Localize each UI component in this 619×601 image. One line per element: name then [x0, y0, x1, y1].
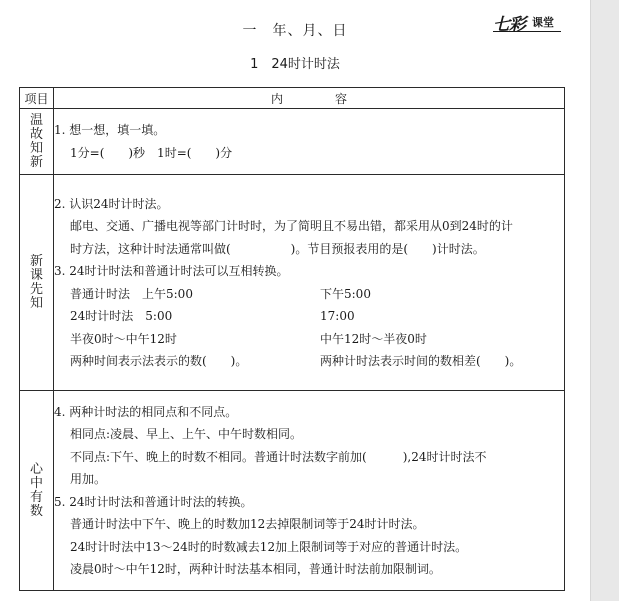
text-line: 普通计时法中下午、晚上的时数加12去掉限制词等于24时计时法。 — [70, 517, 425, 531]
table-row — [20, 109, 565, 175]
text-line: 1分=( )秒 1时=( )分 — [70, 145, 233, 160]
text-line: 3. 24时计时法和普通计时法可以互相转换。 — [54, 264, 289, 278]
row-label-preview: 新 课 先 知 — [20, 175, 54, 391]
text-line: 凌晨0时～中午12时，两种计时法基本相同，普通计时法前加限制词。 — [70, 562, 441, 576]
text-line: 邮电、交通、广播电视等部门计时时，为了简明且不易出错，都采用从0到24时的计 — [70, 219, 513, 233]
row-label-summary: 心 中 有 数 — [20, 391, 54, 591]
text-line: 不同点:下午、晚上的时数不相同。普通计时法数字前加( ),24时计时法不 — [70, 449, 487, 464]
table-row — [20, 391, 565, 591]
header-content: 内 容 — [54, 88, 565, 109]
text-line: 用加。 — [70, 472, 107, 486]
viewer-scroll-gutter[interactable] — [590, 0, 619, 601]
row-content-review — [54, 109, 565, 175]
text-line: 2. 认识24时计时法。 — [54, 196, 169, 211]
comparison-row: 普通计时法 上午5:00 下午5:00 — [70, 286, 371, 301]
lesson-table — [19, 87, 565, 591]
text-line: 相同点:凌晨、早上、上午、中午时数相同。 — [70, 427, 303, 441]
text-line: 4. 两种计时法的相同点和不同点。 — [54, 404, 238, 419]
lesson-title: 1 24时计时法 — [250, 57, 340, 72]
text-line: 24时计时法中13～24时的时数减去12加上限制词等于对应的普通计时法。 — [70, 539, 468, 554]
header-item: 项目 — [20, 88, 54, 109]
text-line: 时方法，这种计时法通常叫做( )。节目预报表用的是( )计时法。 — [70, 241, 485, 256]
brand-script: 七彩 — [493, 15, 525, 35]
row-label-review: 温 故 知 新 — [20, 109, 54, 175]
unit-title: 一 年、月、日 — [242, 23, 348, 39]
comparison-row: 两种时间表示法表示的数( )。 两种计时法表示时间的数相差( )。 — [70, 354, 522, 368]
table-header — [20, 88, 565, 109]
comparison-row: 24时计时法 5:00 17:00 — [70, 309, 355, 323]
row-content-preview — [54, 175, 565, 391]
comparison-row: 半夜0时～中午12时 中午12时～半夜0时 — [70, 331, 427, 346]
brand-name: 课堂 — [532, 16, 554, 29]
text-line: 5. 24时计时法和普通计时法的转换。 — [54, 494, 253, 509]
row-content-summary — [54, 391, 565, 591]
table-row — [20, 175, 565, 391]
text-line: 1. 想一想，填一填。 — [54, 123, 166, 137]
